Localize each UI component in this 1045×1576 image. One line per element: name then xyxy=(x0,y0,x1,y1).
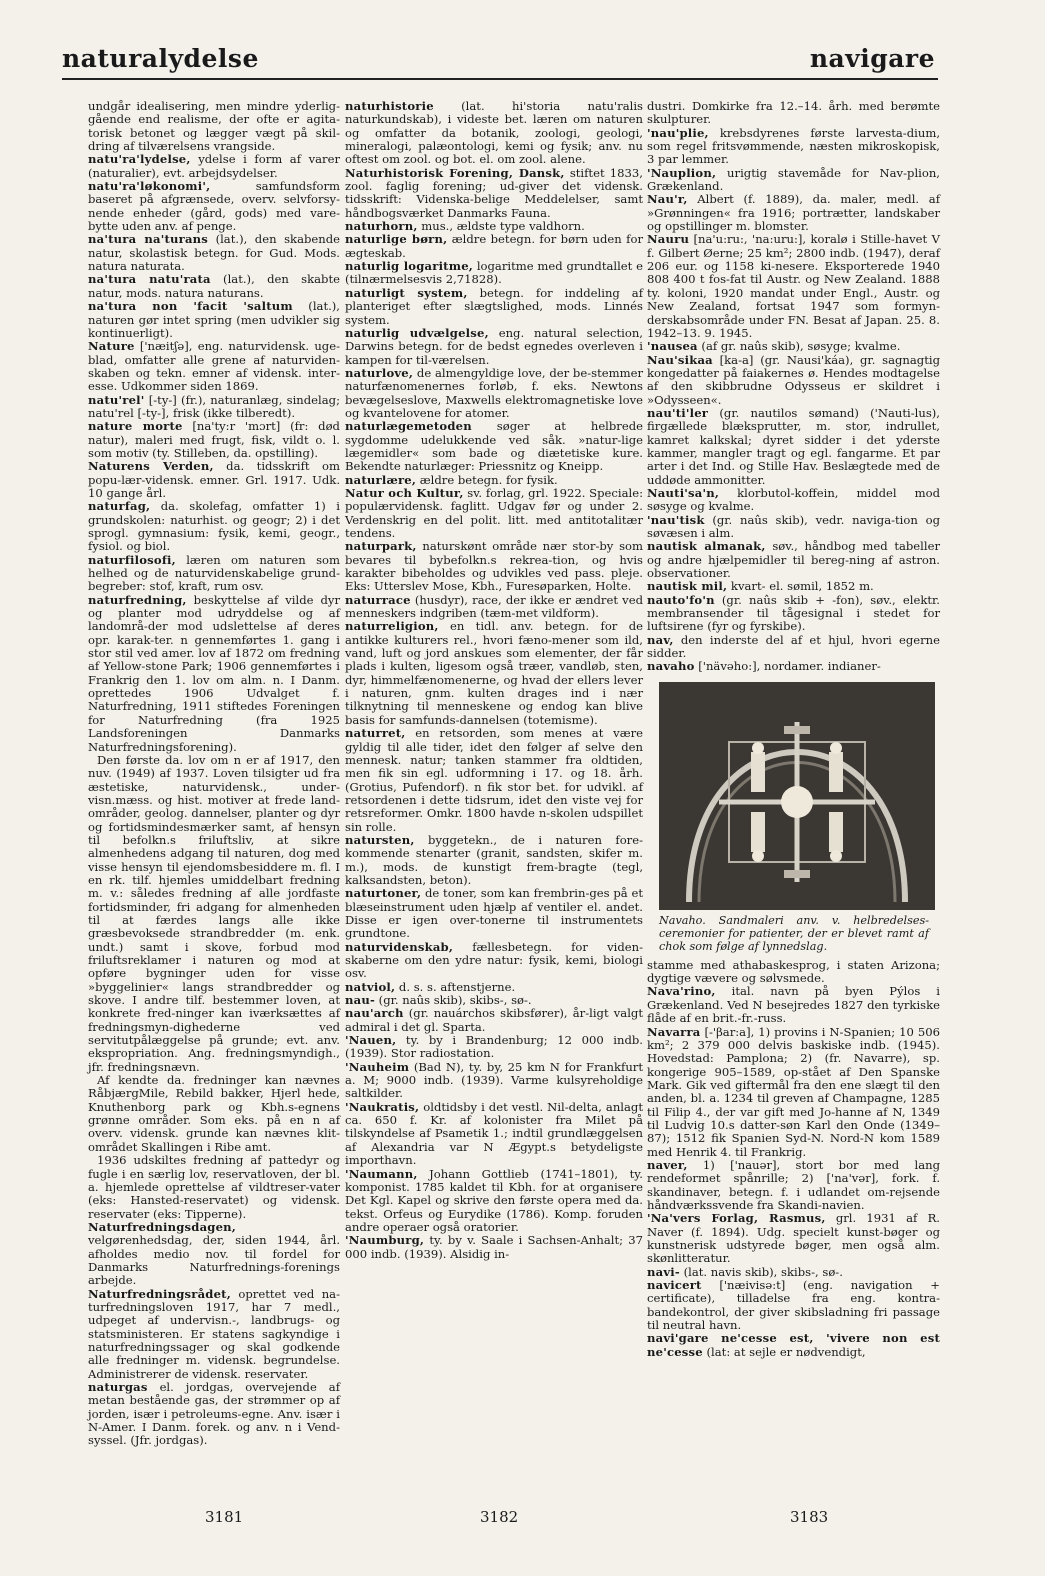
entry-text: 1) ['nauər], stort bor med lang rendeformet spånrille; 2) ['na'vər], fork. f. skandinaver, betegn. f. i udlandet om-rejsende håndværkssvende fra Skandi-navien. xyxy=(647,1157,940,1212)
dictionary-entry xyxy=(345,887,643,940)
dictionary-entry xyxy=(647,634,940,661)
entry-headword: navaho xyxy=(647,659,695,674)
dictionary-entry xyxy=(345,994,643,1007)
entry-text: Albert (f. 1889), da. maler, medl. af »Grønningen« fra 1916; portrætter, landskaber og opstillinger m. blomster. xyxy=(647,192,940,234)
entry-headword: naturgas xyxy=(88,1380,148,1394)
entry-text: ital. navn på byen Pýlos i Grækenland. Ved N besejredes 1827 den tyrkiske flåde af en brit.-fr.-russ. xyxy=(647,984,940,1026)
entry-headword: nav, xyxy=(647,632,674,647)
entry-text: samfundsform baseret på afgrænsede, overv. selvforsy-nende enheder (gård, gods) med vare-bytte uden anv. af penge. xyxy=(88,179,340,234)
entry-text: læren om naturen som helhed og de naturvidenskabelige grund-begreber: stof, kraft, rum osv. xyxy=(88,552,340,594)
dictionary-entry xyxy=(88,1381,340,1448)
entry-headword: na'tura na'turans xyxy=(88,232,209,247)
guide-word-right: navigare xyxy=(809,44,935,73)
dictionary-entry xyxy=(647,233,940,340)
page-number-right: 3183 xyxy=(790,1508,829,1526)
sandpainting-image xyxy=(659,682,935,910)
entry-headword: 'Na'vers Forlag, Rasmus, xyxy=(647,1211,826,1226)
dictionary-entry xyxy=(345,327,643,367)
entry-text: urigtig stavemåde for Nav-plion, Grækenland. xyxy=(647,165,940,194)
entry-headword: naturlig logaritme, xyxy=(345,259,474,274)
entry-headword: natu'ra'løkonomi', xyxy=(88,179,211,194)
entry-headword: Naturfredningsrådet, xyxy=(88,1286,231,1301)
entry-text: (gr. naûs skib), skibs-, sø-. xyxy=(374,993,532,1008)
dictionary-entry xyxy=(647,1332,940,1359)
dictionary-entry xyxy=(345,834,643,887)
dictionary-entry xyxy=(647,959,940,986)
entry-text: (lat. hi'storia natu'ralis naturkundskab), i videste bet. læren om naturen og omfatter da botanik, zoologi, geologi, mineralogi, palæontologi, kemi og fysik; anv. nu oftest om zool. og bot. el. om zool. alene. xyxy=(345,99,643,167)
dictionary-entry xyxy=(647,985,940,1025)
guide-word-left: naturalydelse xyxy=(62,44,259,73)
dictionary-entry xyxy=(345,1007,643,1034)
dictionary-entry xyxy=(88,594,340,754)
entry-headword: 'Naumann, xyxy=(345,1166,418,1181)
entry-headword: naturreligion, xyxy=(345,619,439,634)
dictionary-entry xyxy=(345,981,643,994)
dictionary-entry xyxy=(88,460,340,500)
dictionary-entry xyxy=(88,153,340,180)
entry-headword: naturhistorie xyxy=(345,99,434,113)
entry-text: (lat. navis skib), skibs-, sø-. xyxy=(679,1264,843,1279)
dictionary-entry xyxy=(88,420,340,460)
entry-headword: naturlære, xyxy=(345,472,417,487)
dictionary-entry xyxy=(345,1034,643,1061)
entry-text: (gr. naûs skib), vedr. naviga-tion og søvæsen i alm. xyxy=(647,512,940,540)
entry-text: da. skolefag, omfatter 1) i grundskolen: naturhist. og geogr; 2) i det sprogl. gymnasium: fysik, kemi, geogr., fysiol. og biol. xyxy=(88,499,340,554)
entry-text: krebsdyrenes første larvesta-dium, som regel fritsvømmende, næsten mikroskopisk, 3 par lemmer. xyxy=(647,125,940,167)
entry-headword: Naturens Verden, xyxy=(88,459,214,474)
entry-headword: Nauru xyxy=(647,232,690,247)
entry-headword: 'nau'tisk xyxy=(647,512,705,527)
entry-text: byggetekn., de i naturen fore-kommende stenarter (granit, sandsten, skifer m. m.), mods. de kunstigt frem-bragte (tegl, kalksandsten, beton). xyxy=(345,832,643,887)
entry-headword: Naturfredningsdagen, xyxy=(88,1219,237,1234)
dictionary-entry xyxy=(647,167,940,194)
dictionary-entry xyxy=(88,180,340,233)
entry-text: velgørenhedsdag, der, siden 1944, årl. afholdes medio nov. til fordel for Danmarks Naturfrednings-forenings arbejde. xyxy=(88,1233,340,1288)
entry-headword: navicert xyxy=(647,1278,702,1293)
entry-text: oprettet ved na-turfredningsloven 1917, har 7 medl., udpeget af undervisn.-, landbrugs- og statsministeren. Er statens sagkyndige i naturfredningssager og skal godkende alle fredninger m. vidensk. begrundelse. Administrerer de vidensk. reservater. xyxy=(88,1286,340,1381)
entry-headword: Nauti'sa'n, xyxy=(647,485,720,500)
dictionary-entry xyxy=(647,407,940,487)
entry-headword: naturlig udvælgelse, xyxy=(345,325,489,340)
entry-text: søv., håndbog med tabeller og andre hjælpemidler til bereg-ning af astron. observationer. xyxy=(647,539,940,581)
entry-text: (lat.), den skabte natur, mods. natura naturans. xyxy=(88,272,340,300)
dictionary-entry xyxy=(345,941,643,981)
entry-text: 1936 udskiltes fredning af pattedyr og fugle i en særlig lov, reservatloven, der bl. a. hjemlede oprettelse af vildtreser-vater (eks: Hansted-reservatet) og vidensk. reservater (eks: Tipperne). xyxy=(88,1153,340,1221)
entry-text: ['nävəho:], nordamer. indianer- xyxy=(694,659,881,674)
entry-text: Johann Gottlieb (1741–1801), ty. komponist. 1785 kaldet til Kbh. for at organisere Det Kgl. Kapel og skrive den første opera med da. tekst. Orfeus og Eurydike (1786). Komp. foruden andre operaer også oratorier. xyxy=(345,1166,643,1234)
dictionary-entry xyxy=(647,1279,940,1332)
entry-headword: 'nau'plie, xyxy=(647,125,709,140)
entry-text: (af gr. naûs skib), søsyge; kvalme. xyxy=(697,339,901,354)
entry-headword: Nau'r, xyxy=(647,192,688,207)
figure-caption: Navaho. Sandmaleri anv. v. helbredelses-ceremonier for patienter, der er blevet ramt af chok som følge af lynnedslag. xyxy=(659,913,929,953)
entry-text: søger at helbrede sygdomme udelukkende ved såk. »natur-lige lægemidler« som bade og diætetiske kure. Bekendte naturlæger: Priessnitz og Kneipp. xyxy=(345,419,643,474)
entry-text: (lat.), naturen gør intet spring (men udvikler sig kontinuerligt). xyxy=(88,299,340,340)
entry-text: Den første da. lov om n er af 1917, den nuv. (1949) af 1937. Loven tilsigter ud fra æstetiske, naturvidensk., under-visn.mæss. og hist. motiver at frede land-områder, geolog. dannelser, planter og dyr og fortidsmindesmærker samt, af hensyn til befolkn.s friluftsliv, at sikre almenhedens adgang til naturen, dog med visse hensyn til ejendomsbesiddere m. fl. I en rk. tilf. hjemles umiddelbart fredning m. v.: således fredning af alle jordfaste fortidsminder, fri adgang for almenheden til at færdes langs alle ikke græsbevoksede strandbredder (m. enk. undt.) samt i skove, forbud mod friluftsreklamer i naturen og mod at opføre bygninger uden for visse »byggelinier« langs strandbredder og skove. I andre tilf. bestemmer loven, at konkrete fred-ninger kan iværksættes af fredningsmyn-dighederne ved servitutpålæggelse på grunde; evt. anv. ekspropriation. Ang. fredningsmyndigh., jfr. fredningsnævn. xyxy=(88,752,340,1074)
entry-text: [na'ty:r 'mɔrt] (fr: død natur), maleri med frugt, fisk, vildt o. l. som motiv (ty. Stilleben, da. opstilling). xyxy=(88,419,340,460)
entry-text: de almengyldige love, der be-stemmer naturfænomenernes forløb, f. eks. Newtons bevægelseslove, Maxwells elektromagnetiske love og kvantelovene for atomer. xyxy=(345,365,643,420)
header-rule xyxy=(62,78,938,80)
dictionary-entry xyxy=(88,233,340,273)
entry-text: den inderste del af et hjul, hvori egerne sidder. xyxy=(647,632,940,661)
entry-text: en tidl. anv. betegn. for de antikke kulturers rel., hvori fæno-mener som ild, vand, luft og jord anskues som elementer, der får plads i kulten, ligesom også træer, vandløb, sten, dyr, himmelfænomenerne, og hvad der ellers lever i naturen, gnm. kulten drages ind i nær tilknytning til menneskene og endog kan blive basis for samfunds-dannelsen (totemisme). xyxy=(345,619,643,727)
dictionary-entry xyxy=(647,1026,940,1159)
entry-headword: naturret, xyxy=(345,726,406,741)
entry-headword: naturvidenskab, xyxy=(345,939,454,954)
dictionary-entry xyxy=(345,287,643,327)
entry-text: stiftet 1833, zool. faglig forening; ud-giver det vidensk. tidsskrift: Videnska-belige Meddelelser, samt håndbogsværket Danmarks Fauna. xyxy=(345,165,643,220)
entry-text: [-ty-] (fr.), naturanlæg, sindelag; natu'rel [-ty-], frisk (ikke tilberedt). xyxy=(88,392,340,420)
dictionary-entry xyxy=(88,100,340,153)
dictionary-entry xyxy=(647,487,940,514)
entry-text: de toner, som kan frembrin-ges på et blæseinstrument uden hjælp af ventiler el. andet. Disse er igen over-tonerne til instrumentets grundtone. xyxy=(345,886,643,941)
entry-headword: naturrace xyxy=(345,592,411,607)
dictionary-entry xyxy=(647,1266,940,1279)
entry-text: en retsorden, som menes at være gyldig til alle tider, idet den følger af selve den mennesk. natur; tanken stammer fra oldtiden, men fik sin egl. udformning i 17. og 18. årh. (Grotius, Pufendorf). n fik stor bet. for udvikl. af retsordenen i dette tidsrum, idet den viste vej for retsreformer. Omkr. 1800 havde n-skolen udspillet sin rolle. xyxy=(345,726,643,834)
entry-headword: 'Naumburg, xyxy=(345,1233,425,1248)
dictionary-entry xyxy=(345,167,643,220)
entry-text: el. jordgas, overvejende af metan bestående gas, der strømmer op af jorden, især i petroleums-egne. Anv. især i N-Amer. I Danm. forek. og anv. n i Vend-syssel. (Jfr. jordgas). xyxy=(88,1380,340,1448)
entry-headword: naturfredning, xyxy=(88,592,187,607)
entry-headword: nau'ti'ler xyxy=(647,405,709,420)
dictionary-entry xyxy=(88,273,340,300)
entry-headword: natursten, xyxy=(345,832,415,847)
entry-text: undgår idealisering, men mindre yderlig-gående end realisme, der ofte er agita-torisk betonet og lægger vægt på skil-dring af tilværelsens vrangside. xyxy=(88,99,340,154)
dictionary-entry xyxy=(345,1061,643,1101)
dictionary-entry xyxy=(647,540,940,580)
dictionary-entry xyxy=(345,420,643,473)
entry-text: ydelse i form af varer (naturalier), evt. arbejdsydelser. xyxy=(88,152,340,180)
column-3 xyxy=(647,100,940,1359)
entry-headword: Navarra xyxy=(647,1024,701,1039)
entry-headword: naturlige børn, xyxy=(345,232,448,247)
dictionary-entry xyxy=(88,1288,340,1381)
entry-text: (lat: at sejle er nødvendigt, xyxy=(702,1344,866,1359)
dictionary-entry xyxy=(647,1212,940,1265)
dictionary-entry xyxy=(647,127,940,167)
dictionary-entry xyxy=(647,580,940,593)
dictionary-entry xyxy=(88,554,340,594)
column-2 xyxy=(345,100,643,1261)
entry-headword: navi- xyxy=(647,1264,680,1279)
entry-text: Af kendte da. fredninger kan nævnes RåbjærgMile, Rebild bakker, Hjerl hede, Knuthenborg park og Kbh.s-egnens grønne områder. Som eks. på en n af overv. vidensk. grunde kan nævnes klit-området Skallingen i Ribe amt. xyxy=(88,1073,340,1154)
dictionary-entry xyxy=(88,340,340,393)
entry-headword: 'Nauheim xyxy=(345,1059,410,1074)
entry-headword: naturfilosofi, xyxy=(88,552,176,567)
entry-continuation xyxy=(88,1074,340,1154)
page-number-left: 3181 xyxy=(205,1508,244,1526)
dictionary-entry xyxy=(647,1159,940,1212)
entry-headword: 'Naukratis, xyxy=(345,1099,420,1114)
entry-text: stamme med athabaskesprog, i staten Arizona; dygtige vævere og sølvsmede. xyxy=(647,957,940,986)
dictionary-entry xyxy=(345,220,643,233)
entry-text: kvart- el. sømil, 1852 m. xyxy=(727,579,874,594)
entry-headword: Nature xyxy=(88,339,135,354)
entry-text: ty. by v. Saale i Sachsen-Anhalt; 37 000 indb. (1939). Alsidig in- xyxy=(345,1233,643,1261)
entry-headword: nature morte xyxy=(88,419,183,434)
entry-headword: naver, xyxy=(647,1157,688,1172)
entry-headword: nau- xyxy=(345,993,375,1008)
entry-headword: naturfag, xyxy=(88,499,151,514)
navaho-sandpainting-photo xyxy=(659,682,935,910)
dictionary-entry xyxy=(345,474,643,487)
entry-headword: natu'rel' xyxy=(88,392,145,407)
entry-text: [na'u:ru:, 'na:uru:], koralø i Stille-havet V f. Gilbert Øerne; 25 km²; 2800 indb. (1947), deraf 206 eur. og 1158 ki-nesere. Eksporterede 1940 808 400 t fos-fat til Austr. og New Zealand. 1888 ty. koloni, 1920 mandat under Engl., Austr. og New Zealand, fortsat 1947 som formyn-derskabsområde under FN. Besat af Japan. 25. 8. 1942–13. 9. 1945. xyxy=(647,232,940,340)
entry-headword: na'tura non 'facit 'saltum xyxy=(88,299,293,314)
entry-headword: Natur och Kultur, xyxy=(345,485,464,500)
entry-headword: naturtoner, xyxy=(345,886,422,901)
entry-text: naturskønt område nær stor-by som bevares til bybefolkn.s rekrea-tion, og hvis karakter bibeholdes og udvikles ved pass. pleje. Eks: Utterslev Mose, Kbh., Furesøparken, Holte. xyxy=(345,539,643,594)
dictionary-entry xyxy=(345,260,643,287)
entry-text: (gr. nautilos sømand) ('Nauti-lus), firgællede blæksprutter, m. stor, indrullet, kamret kalkskal; dyret sidder i det yderste kammer, mangler tragt og egl. fangarme. Et par arter i det Ind. og Stille Hav. Beslægtede med de uddøde ammonitter. xyxy=(647,405,940,487)
entry-text: da. tidsskrift om popu-lær-vidensk. emner. Grl. 1917. Udk. 10 gange årl. xyxy=(88,459,341,500)
dictionary-entry xyxy=(345,233,643,260)
dictionary-entry xyxy=(647,340,940,353)
entry-text: klorbutol-koffein, middel mod søsyge og kvalme. xyxy=(647,485,940,514)
entry-headword: nauto'fo'n xyxy=(647,592,715,607)
entry-text: ældre betegn. for børn uden for ægteskab. xyxy=(345,232,643,260)
entry-text: [ka-a] (gr. Nausi'káa), gr. sagnagtig kongedatter på faiakernes ø. Hendes modtagelse af den skibbrudne Odysseus er skildret i »Odysseen«. xyxy=(647,352,940,407)
dictionary-entry xyxy=(345,487,643,540)
dictionary-entry xyxy=(345,727,643,834)
entry-text: (gr. naûs skib + -fon), søv., elektr. membransender til tågesignal i stedet for luftsirene (fyr og fyrskibe). xyxy=(647,592,940,634)
entry-text: [-'βar:a], 1) provins i N-Spanien; 10 506 km²; 2 379 000 delvis baskiske indb. (1945). Hovedstad: Pamplona; 2) (fr. Navarre), sp. kongerige 905–1589, op-stået af Den Spanske Mark. Gik ved giftermål fra den ene slægt til den anden, bl. a. 1234 til greven af Champagne, 1285 til Filip 4., der var gift med Jo-hanne af N, 1349 til Ludvig 10.s datter-søn Karl den Onde (1349–87); 1512 fik Spanien Syd-N. Nord-N kom 1589 med Henrik 4. til Frankrig. xyxy=(647,1024,940,1159)
entry-text: sv. forlag, grl. 1922. Speciale: populærvidensk. faglitt. Udgav før og under 2. Verdenskrig en del polit. litt. med antitotalitær tendens. xyxy=(345,485,644,540)
entry-headword: Nau'sikaa xyxy=(647,352,713,367)
dictionary-entry xyxy=(345,1168,643,1235)
entry-text: ['næivisə:t] (eng. navigation + certificate), tilladelse fra eng. kontra-bandekontrol, der giver skibsladning fri passage til neutral havn. xyxy=(647,1278,940,1333)
dictionary-entry xyxy=(647,100,940,127)
dictionary-entry xyxy=(345,100,643,167)
entry-headword: navi'gare ne'cesse est, 'vivere non est ne'cesse xyxy=(647,1331,940,1359)
column-1 xyxy=(88,100,340,1448)
entry-text: dustri. Domkirke fra 12.–14. årh. med berømte skulpturer. xyxy=(647,99,940,127)
entry-headword: nau'arch xyxy=(345,1006,404,1021)
dictionary-entry xyxy=(345,620,643,727)
entry-continuation xyxy=(88,1154,340,1221)
entry-text: beskyttelse af vilde dyr og planter mod udryddelse og af landområ-der mod udslettelse af deres opr. karak-ter. n gennemførtes 1. gang i stor stil ved amer. lov af 1872 om fredning af Yellow-stone Park; 1906 gennemførtes i Frankrig den 1. lov om alm. n. I Danm. oprettedes 1906 Udvalget f. Naturfredning, 1911 stiftedes Foreningen for Naturfredning (fra 1925 Landsforeningen Danmarks Naturfredningsforening). xyxy=(88,592,340,754)
entry-continuation xyxy=(88,754,340,1074)
entry-text: d. s. s. aftenstjerne. xyxy=(395,979,516,994)
entry-text: mus., ældste type valdhorn. xyxy=(417,219,585,234)
entry-headword: naturligt system, xyxy=(345,285,468,300)
entry-headword: 'Nauen, xyxy=(345,1033,397,1048)
entry-headword: natviol, xyxy=(345,979,396,994)
entry-text: betegn. for inddeling af planteriget efter slægtslighed, mods. Linnés system. xyxy=(345,285,643,327)
dictionary-entry xyxy=(88,1221,340,1288)
dictionary-entry xyxy=(345,540,643,593)
entry-text: (Bad N), ty. by, 25 km N for Frankfurt a. M; 9000 indb. (1939). Varme kulsyreholdige saltkilder. xyxy=(345,1059,643,1101)
entry-text: (gr. nauárchos skibsfører), år-ligt valgt admiral i det gl. Sparta. xyxy=(345,1006,643,1034)
dictionary-entry xyxy=(345,594,643,621)
entry-text: (husdyr), race, der ikke er ændret ved menneskers indgriben (tæm-met vildform). xyxy=(345,592,643,621)
entry-headword: natu'ra'lydelse, xyxy=(88,152,191,167)
dictionary-entry xyxy=(647,594,940,634)
entry-text: logaritme med grundtallet e (tilnærmelsesvis 2,71828). xyxy=(345,259,643,287)
dictionary-entry xyxy=(647,193,940,233)
entry-headword: nautisk mil, xyxy=(647,579,728,594)
entry-text: ældre betegn. for fysik. xyxy=(416,472,558,487)
entry-headword: Nava'rino, xyxy=(647,984,716,999)
entry-text: fællesbetegn. for viden-skaberne om den ydre natur: fysik, kemi, biologi osv. xyxy=(345,939,643,981)
dictionary-entry xyxy=(345,1234,643,1261)
entry-text: (lat.), den skabende natur, skolastisk betegn. for Gud. Mods. natura naturata. xyxy=(88,232,341,274)
dictionary-entry xyxy=(345,1101,643,1168)
entry-headword: nautisk almanak, xyxy=(647,539,766,554)
entry-headword: na'tura natu'rata xyxy=(88,272,211,287)
entry-headword: naturpark, xyxy=(345,539,417,554)
dictionary-entry xyxy=(647,354,940,407)
entry-text: grl. 1931 af R. Naver (f. 1894). Udg. specielt kunst-bøger og kunstnerisk udstyrede bøger, men også alm. skønlitteratur. xyxy=(647,1211,940,1266)
page-number-middle: 3182 xyxy=(480,1508,519,1526)
entry-text: ['næitʃə], eng. naturvidensk. uge-blad, omfatter alle grene af naturviden-skaben og tekn. emner af vidensk. inter-esse. Udkommer siden 1869. xyxy=(88,339,340,394)
dictionary-entry xyxy=(647,660,940,673)
dictionary-entry xyxy=(88,394,340,421)
entry-text: ty. by i Brandenburg; 12 000 indb. (1939). Stor radiostation. xyxy=(345,1033,643,1061)
dictionary-entry xyxy=(345,367,643,420)
entry-headword: 'nausea xyxy=(647,339,698,354)
entry-headword: naturhorn, xyxy=(345,219,418,234)
entry-headword: Naturhistorisk Forening, Dansk, xyxy=(345,165,565,180)
dictionary-entry xyxy=(88,300,340,340)
entry-headword: naturlægemetoden xyxy=(345,419,472,434)
entry-headword: 'Nauplion, xyxy=(647,165,717,180)
dictionary-entry xyxy=(647,514,940,541)
entry-text: oldtidsby i det vestl. Nil-delta, anlagt ca. 650 f. Kr. af kolonister fra Milet på tilskyndelse af Psametik 1.; indtil grundlæggelsen af Alexandria var N Ægypt.s betydeligste importhavn. xyxy=(345,1099,643,1168)
entry-headword: naturlove, xyxy=(345,365,414,380)
entry-text: eng. natural selection, Darwins betegn. for de bedst egnedes overleven i kampen for til-værelsen. xyxy=(345,325,643,367)
dictionary-entry xyxy=(88,500,340,553)
